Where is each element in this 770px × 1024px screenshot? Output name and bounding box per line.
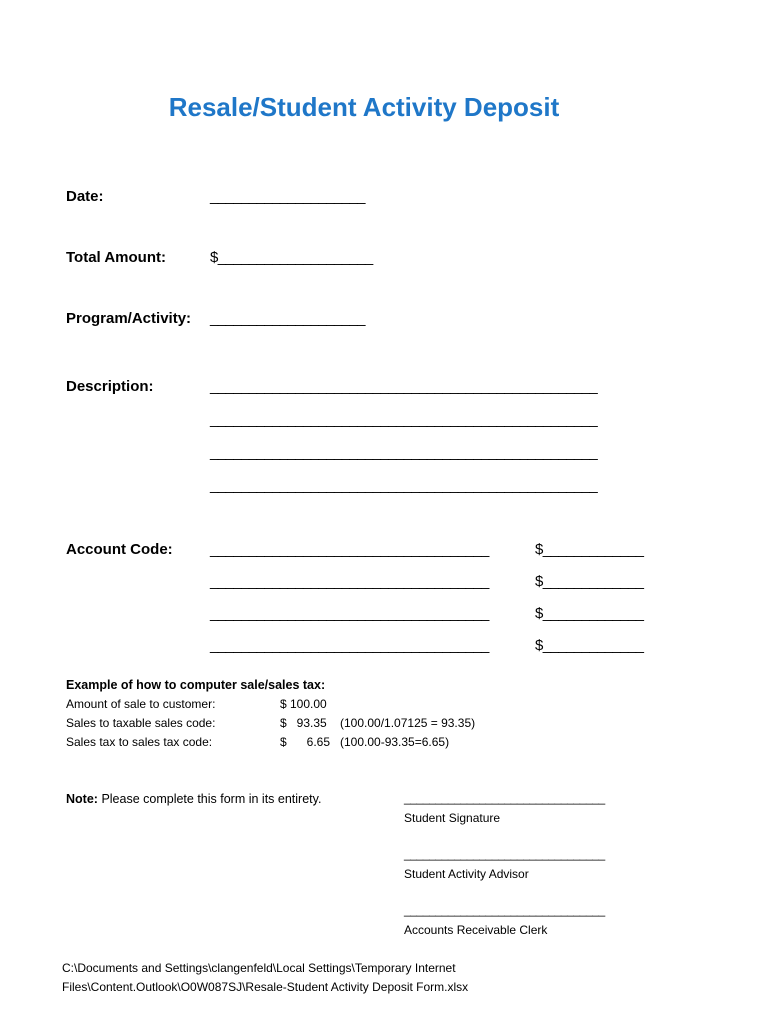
clerk-signature-label: Accounts Receivable Clerk <box>404 923 548 937</box>
program-activity-label: Program/Activity: <box>66 310 192 327</box>
example-row-1-amount: $ 100.00 <box>280 697 327 711</box>
page-title: Resale/Student Activity Deposit <box>168 92 560 122</box>
student-signature-line[interactable]: ________________________________ <box>404 791 605 805</box>
file-path-line-1: C:\Documents and Settings\clangenfeld\Local Settings\Temporary Internet <box>62 961 456 975</box>
example-row-1-label: Amount of sale to customer: <box>66 697 216 711</box>
date-field[interactable]: ____________________ <box>210 188 365 205</box>
description-label: Description: <box>66 378 154 395</box>
program-activity-field[interactable]: ____________________ <box>210 310 365 327</box>
description-line-4[interactable]: __________________________________________________ <box>210 477 598 494</box>
example-row-2-label: Sales to taxable sales code: <box>66 716 216 730</box>
example-row-3-label: Sales tax to sales tax code: <box>66 735 213 749</box>
total-amount-label: Total Amount: <box>66 249 166 266</box>
account-amount-field-4[interactable]: $_____________ <box>535 637 644 654</box>
example-row-2-amount: $ 93.35 <box>280 716 327 730</box>
advisor-signature-label: Student Activity Advisor <box>404 867 529 881</box>
example-row-2-note: (100.00/1.07125 = 93.35) <box>340 716 476 730</box>
account-code-field-1[interactable]: ____________________________________ <box>210 541 489 558</box>
file-path-line-2: Files\Content.Outlook\O0W087SJ\Resale-Student Activity Deposit Form.xlsx <box>62 980 469 994</box>
account-code-field-4[interactable]: ____________________________________ <box>210 637 489 654</box>
description-line-3[interactable]: __________________________________________________ <box>210 444 598 461</box>
account-code-field-3[interactable]: ____________________________________ <box>210 605 489 622</box>
clerk-signature-line[interactable]: ________________________________ <box>404 903 605 917</box>
example-row-3-note: (100.00-93.35=6.65) <box>340 735 450 749</box>
account-amount-field-3[interactable]: $_____________ <box>535 605 644 622</box>
total-amount-field[interactable]: $____________________ <box>210 249 373 266</box>
example-heading: Example of how to computer sale/sales tax: <box>66 678 326 692</box>
note-text-block <box>66 792 321 806</box>
account-code-field-2[interactable]: ____________________________________ <box>210 573 489 590</box>
date-label: Date: <box>66 188 104 205</box>
student-signature-label: Student Signature <box>404 811 501 825</box>
description-line-1[interactable]: __________________________________________________ <box>210 378 598 395</box>
example-row-3-amount: $ 6.65 <box>280 735 331 749</box>
description-line-2[interactable]: __________________________________________________ <box>210 411 598 428</box>
account-code-label: Account Code: <box>66 541 173 558</box>
advisor-signature-line[interactable]: ________________________________ <box>404 847 605 861</box>
note-text: Please complete this form in its entirety. <box>101 792 322 806</box>
account-amount-field-1[interactable]: $_____________ <box>535 541 644 558</box>
account-amount-field-2[interactable]: $_____________ <box>535 573 644 590</box>
note-label: Note: <box>66 792 98 806</box>
